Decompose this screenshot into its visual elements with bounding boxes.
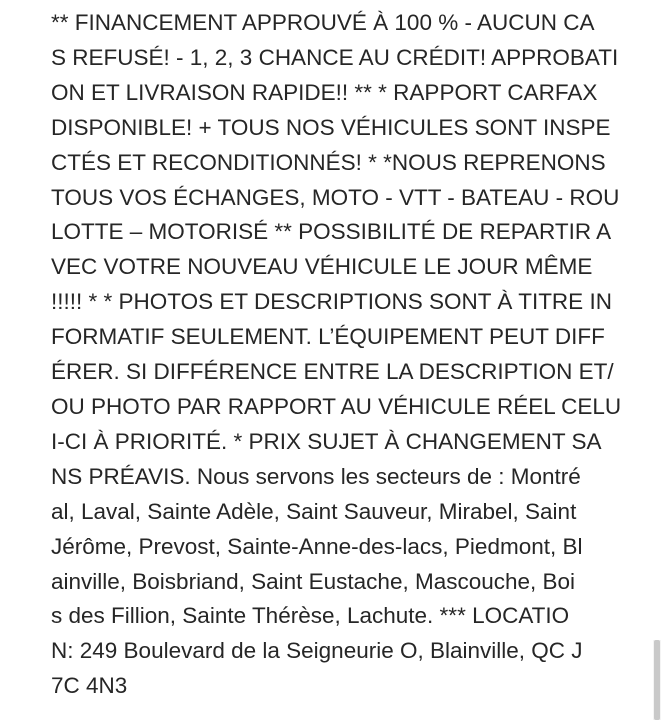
- description-line: N: 249 Boulevard de la Seigneurie O, Blainville, QC J: [51, 638, 583, 664]
- description-line: LOTTE – MOTORISÉ ** POSSIBILITÉ DE REPARTIR A: [51, 219, 612, 245]
- description-line: ON ET LIVRAISON RAPIDE!! ** * RAPPORT CARFAX: [51, 79, 598, 105]
- description-line: al, Laval, Sainte Adèle, Saint Sauveur, Mirabel, Saint: [51, 498, 577, 524]
- description-line: S REFUSÉ! - 1, 2, 3 CHANCE AU CRÉDIT! APPROBATI: [51, 44, 619, 70]
- description-line: ** FINANCEMENT APPROUVÉ À 100 % - AUCUN CA: [51, 10, 595, 35]
- description-line: FORMATIF SEULEMENT. L’ÉQUIPEMENT PEUT DIFF: [51, 324, 605, 350]
- description-line: CTÉS ET RECONDITIONNÉS! * *NOUS REPRENONS: [51, 149, 606, 175]
- description-line: I-CI À PRIORITÉ. * PRIX SUJET À CHANGEMENT SA: [51, 428, 602, 454]
- description-line: TOUS VOS ÉCHANGES, MOTO - VTT - BATEAU - ROU: [51, 184, 620, 210]
- description-line: s des Fillion, Sainte Thérèse, Lachute. *** LOCATIO: [51, 603, 570, 629]
- description-line: Jérôme, Prevost, Sainte-Anne-des-lacs, Piedmont, Bl: [51, 533, 583, 559]
- description-line: ainville, Boisbriand, Saint Eustache, Mascouche, Boi: [51, 568, 576, 594]
- description-line: ÉRER. SI DIFFÉRENCE ENTRE LA DESCRIPTION ET/: [51, 359, 614, 385]
- description-line: VEC VOTRE NOUVEAU VÉHICULE LE JOUR MÊME: [51, 254, 593, 280]
- description-line: DISPONIBLE! + TOUS NOS VÉHICULES SONT INSPE: [51, 114, 611, 140]
- description-line: OU PHOTO PAR RAPPORT AU VÉHICULE RÉEL CELU: [51, 393, 622, 419]
- description-line: NS PRÉAVIS. Nous servons les secteurs de : Montré: [51, 463, 581, 489]
- description-line: !!!!! * * PHOTOS ET DESCRIPTIONS SONT À TITRE IN: [51, 289, 612, 315]
- listing-description: [51, 6, 622, 704]
- scrollbar-thumb[interactable]: [654, 640, 660, 720]
- description-line: 7C 4N3: [51, 673, 128, 699]
